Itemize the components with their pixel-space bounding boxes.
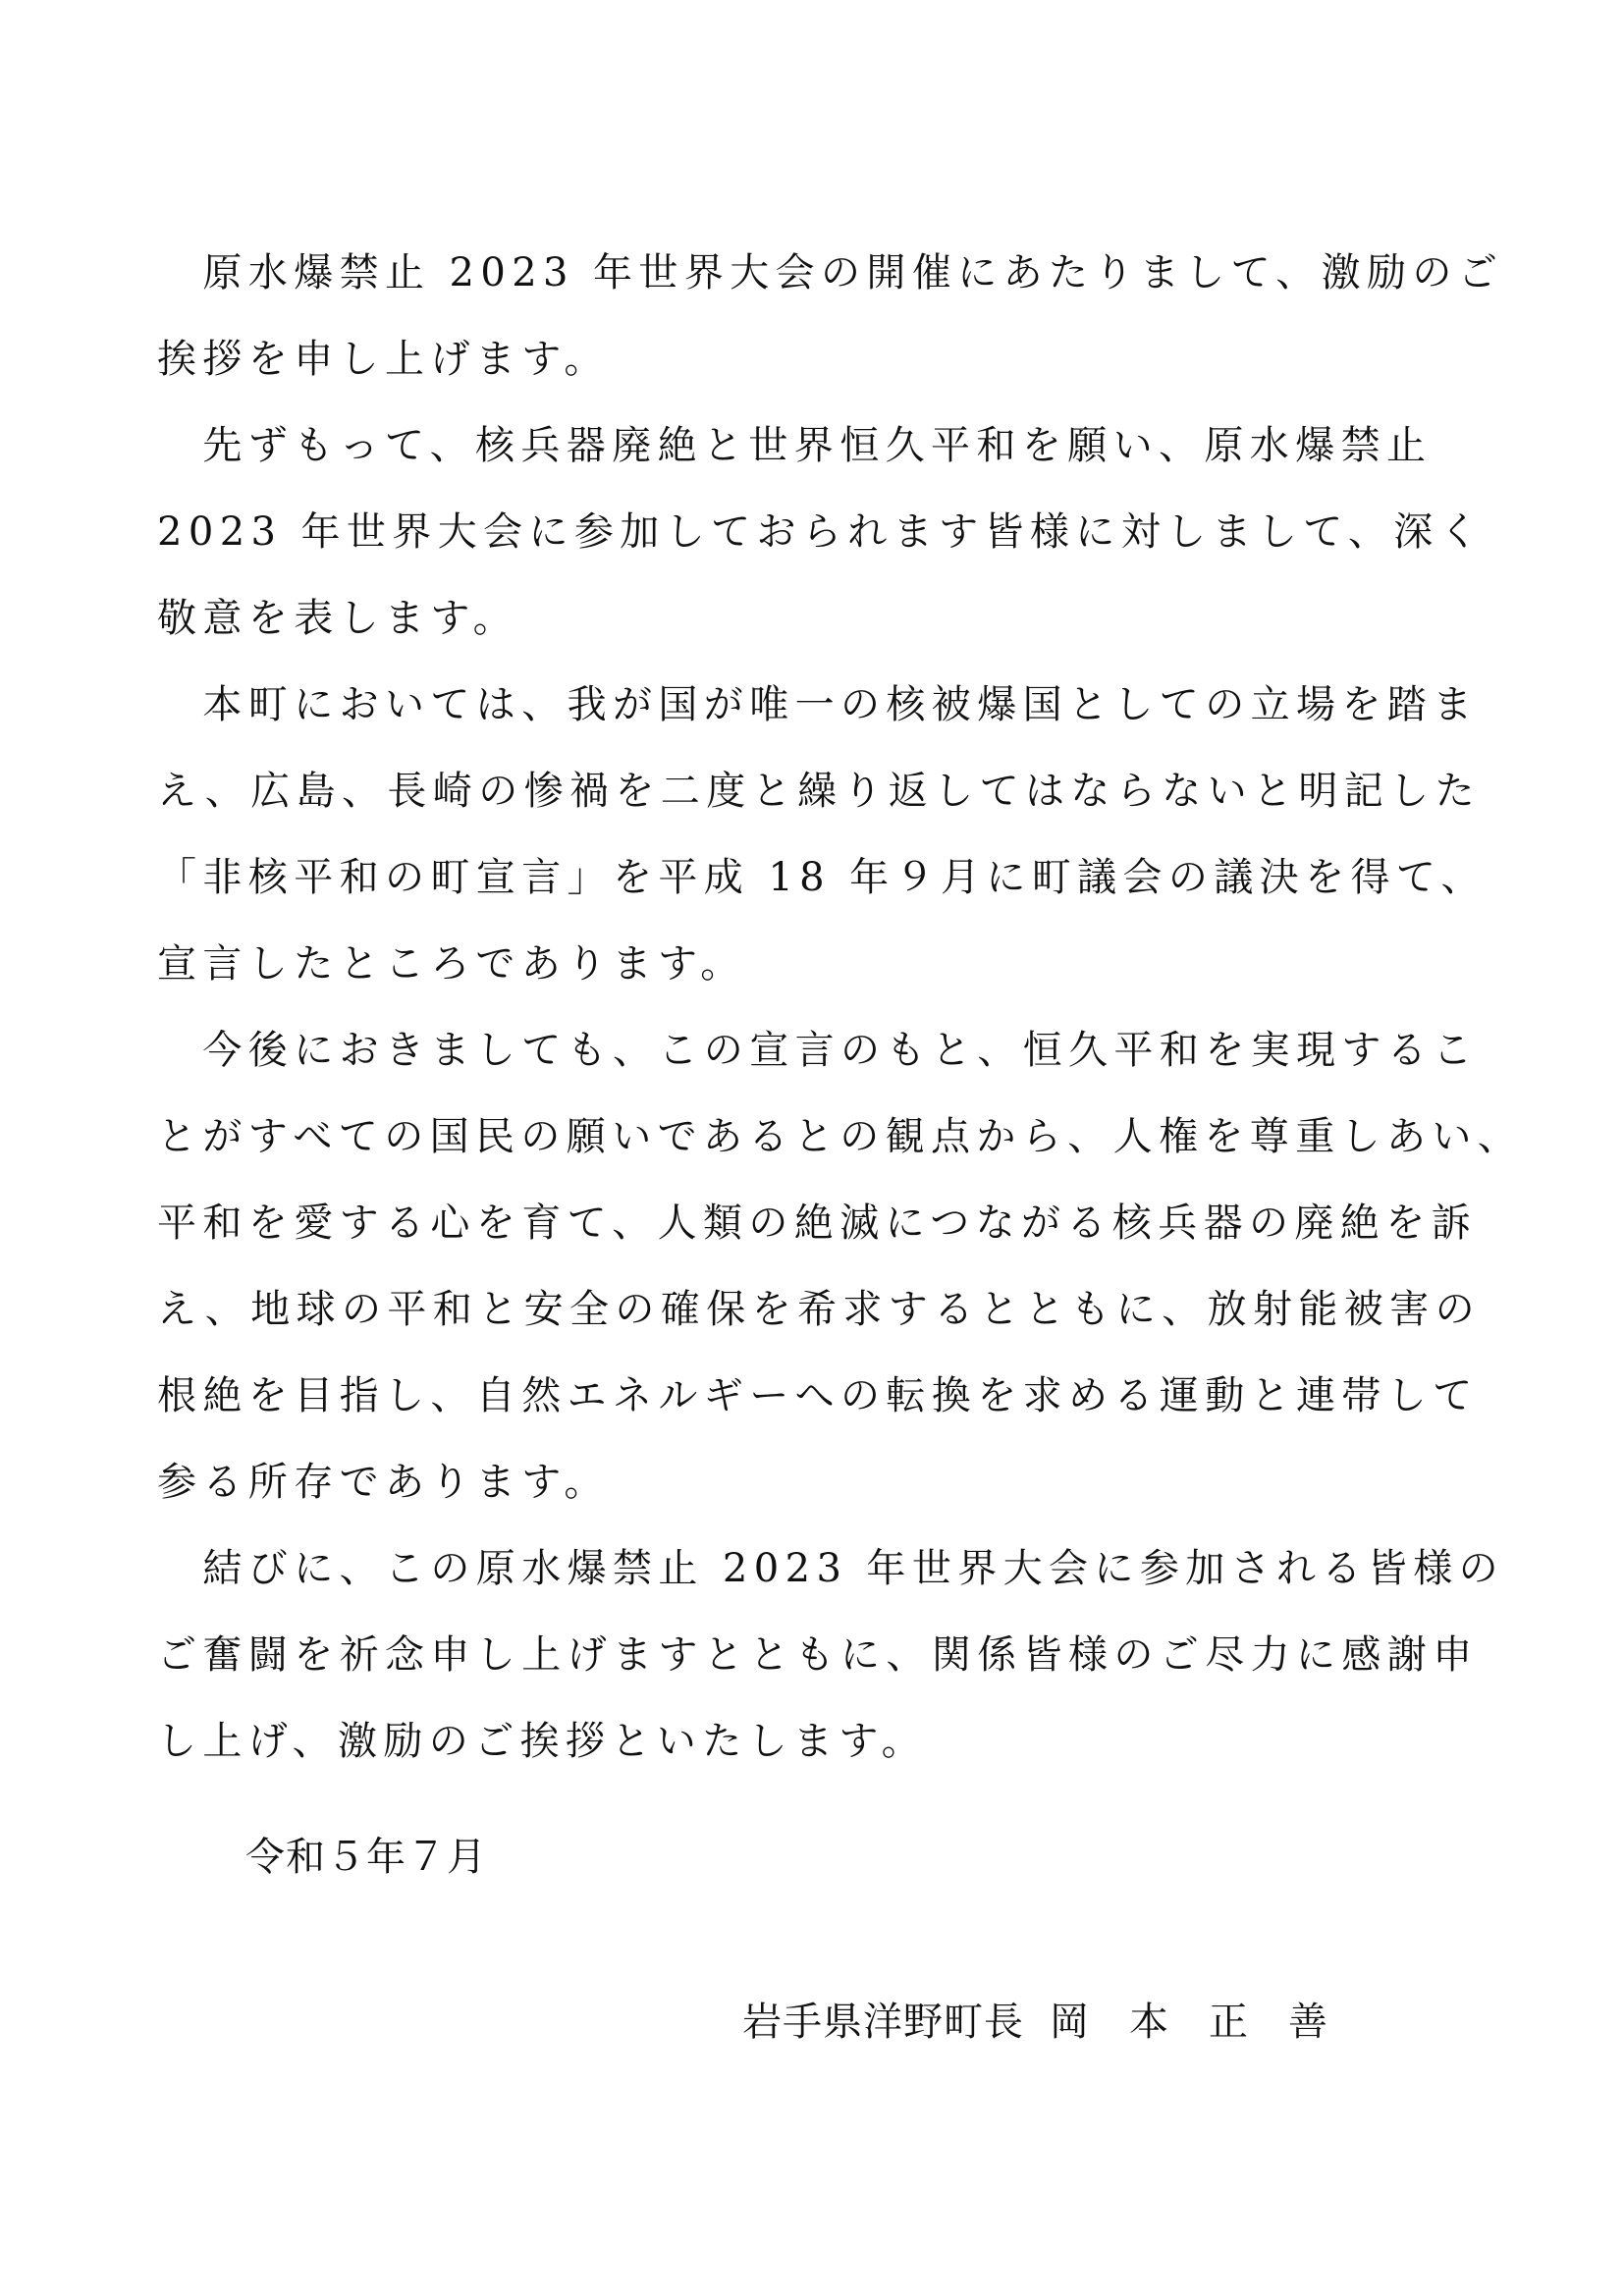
body-line-7: え、広島、長崎の惨禍を二度と繰り返してはならないと明記した	[157, 769, 1481, 814]
body-line-4: 2023 年世界大会に参加しておられます皆様に対しまして、深く	[157, 509, 1486, 555]
body-line-1: 原水爆禁止 2023 年世界大会の開催にあたりまして、激励のご	[157, 250, 1504, 295]
body-line-18: し上げ、激励のご挨拶といたします。	[157, 1719, 927, 1764]
letter-date: 令和５年７月	[245, 1835, 487, 1880]
signature-name-char: 正	[1209, 2000, 1249, 2045]
body-line-9: 宣言したところであります。	[157, 941, 746, 987]
body-line-11: とがすべての国民の願いであるとの観点から、人権を尊重しあい、	[157, 1114, 1524, 1159]
body-line-2: 挨拶を申し上げます。	[157, 337, 610, 382]
signature-name-char: 岡	[1050, 2000, 1090, 2045]
body-line-6: 本町においては、我が国が唯一の核被爆国としての立場を踏ま	[157, 682, 1479, 727]
body-line-10: 今後におきましても、この宣言のもと、恒久平和を実現するこ	[157, 1028, 1479, 1073]
body-line-15: 参る所存であります。	[157, 1460, 610, 1505]
signature-name-char: 本	[1129, 2000, 1169, 2045]
body-line-17: ご奮闘を祈念申し上げますとともに、関係皆様のご尽力に感謝申	[157, 1632, 1479, 1678]
signature-title: 岩手県洋野町長	[742, 2000, 1024, 2045]
body-line-8: 「非核平和の町宣言」を平成 18 年９月に町議会の議決を得て、	[157, 855, 1487, 900]
signature-name-char: 善	[1288, 2000, 1328, 2045]
body-line-3: 先ずもって、核兵器廃絶と世界恒久平和を願い、原水爆禁止	[157, 423, 1433, 468]
body-line-13: え、地球の平和と安全の確保を希求するとともに、放射能被害の	[157, 1287, 1481, 1332]
body-line-16: 結びに、この原水爆禁止 2023 年世界大会に参加される皆様の	[157, 1546, 1505, 1591]
body-line-12: 平和を愛する心を育て、人類の絶滅につながる核兵器の廃絶を訴	[157, 1201, 1477, 1246]
body-line-5: 敬意を表します。	[157, 596, 518, 641]
signature-block	[742, 1999, 1328, 2046]
body-line-14: 根絶を目指し、自然エネルギーへの転換を求める運動と連帯して	[157, 1373, 1479, 1418]
